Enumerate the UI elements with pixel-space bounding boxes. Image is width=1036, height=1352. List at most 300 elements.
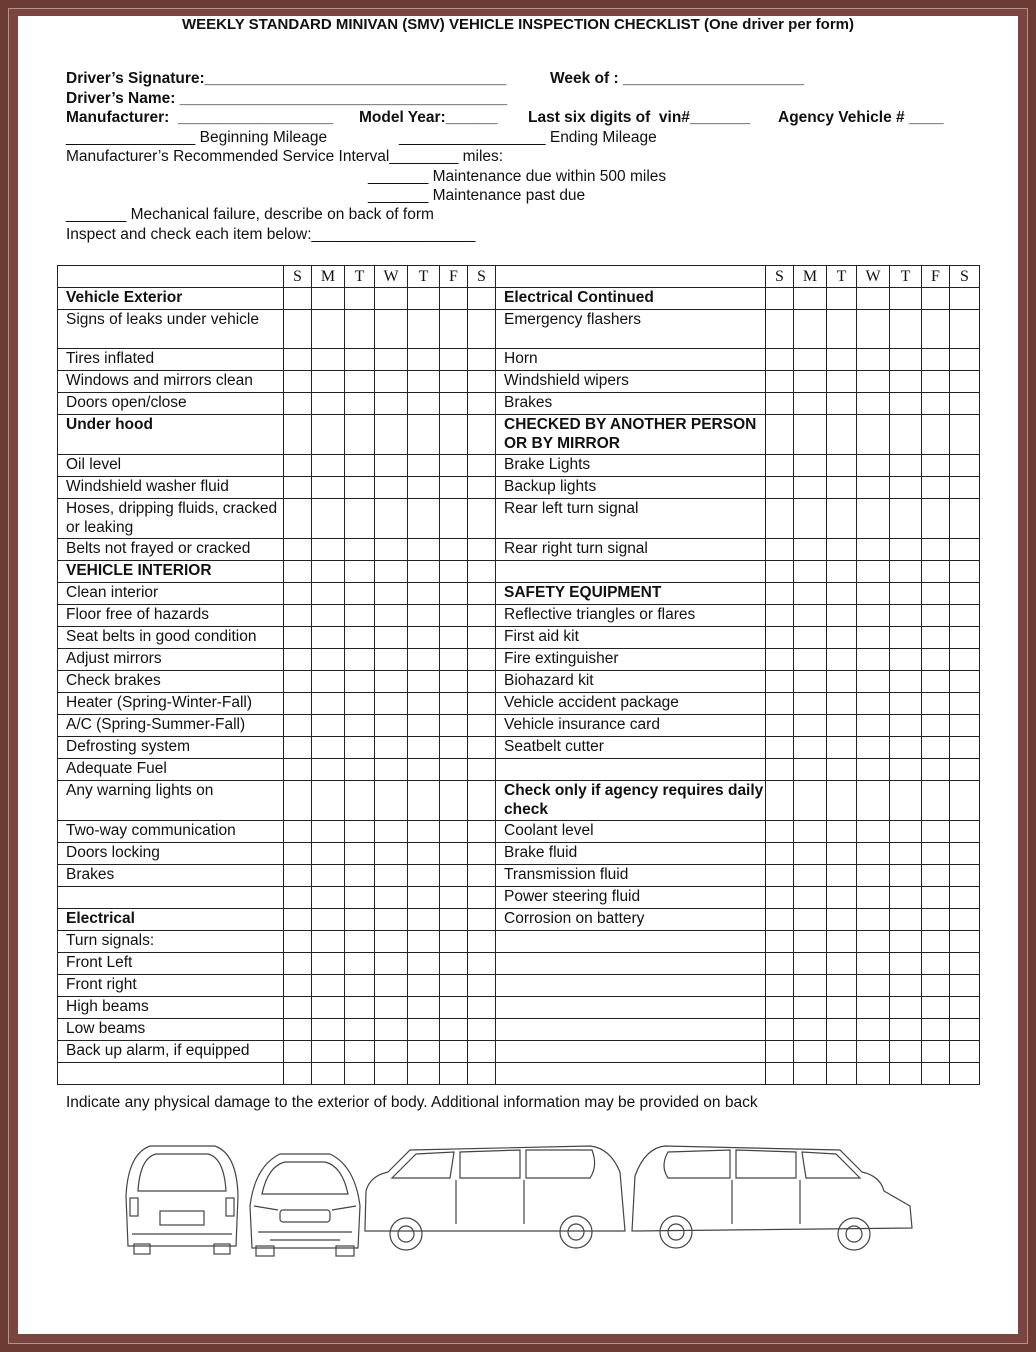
check-box[interactable] [950, 887, 980, 909]
check-box[interactable] [890, 1041, 922, 1063]
check-box[interactable] [345, 865, 375, 887]
check-box[interactable] [766, 865, 794, 887]
check-box[interactable] [284, 393, 312, 415]
check-box[interactable] [922, 627, 950, 649]
check-box[interactable] [345, 349, 375, 371]
check-box[interactable] [794, 561, 827, 583]
check-box[interactable] [794, 583, 827, 605]
check-box[interactable] [766, 671, 794, 693]
check-box[interactable] [857, 349, 890, 371]
check-box[interactable] [345, 781, 375, 821]
check-box[interactable] [922, 1041, 950, 1063]
check-box[interactable] [766, 349, 794, 371]
check-box[interactable] [922, 671, 950, 693]
check-box[interactable] [766, 909, 794, 931]
check-box[interactable] [375, 843, 408, 865]
check-box[interactable] [857, 887, 890, 909]
check-box[interactable] [284, 693, 312, 715]
check-box[interactable] [890, 887, 922, 909]
check-box[interactable] [284, 288, 312, 310]
check-box[interactable] [890, 393, 922, 415]
check-box[interactable] [950, 627, 980, 649]
check-box[interactable] [375, 477, 408, 499]
check-box[interactable] [345, 627, 375, 649]
check-box[interactable] [857, 953, 890, 975]
check-box[interactable] [284, 759, 312, 781]
check-box[interactable] [922, 605, 950, 627]
check-box[interactable] [440, 1041, 468, 1063]
check-box[interactable] [950, 953, 980, 975]
check-box[interactable] [375, 1063, 408, 1085]
check-box[interactable] [827, 953, 857, 975]
check-box[interactable] [345, 737, 375, 759]
check-box[interactable] [857, 737, 890, 759]
check-box[interactable] [440, 887, 468, 909]
check-box[interactable] [857, 1041, 890, 1063]
check-box[interactable] [345, 759, 375, 781]
check-box[interactable] [345, 1019, 375, 1041]
check-box[interactable] [408, 349, 440, 371]
check-box[interactable] [950, 393, 980, 415]
check-box[interactable] [766, 649, 794, 671]
check-box[interactable] [468, 909, 496, 931]
check-box[interactable] [922, 931, 950, 953]
check-box[interactable] [766, 1019, 794, 1041]
check-box[interactable] [312, 477, 345, 499]
check-box[interactable] [312, 583, 345, 605]
check-box[interactable] [922, 865, 950, 887]
check-box[interactable] [440, 499, 468, 539]
check-box[interactable] [375, 953, 408, 975]
check-box[interactable] [794, 997, 827, 1019]
check-box[interactable] [794, 455, 827, 477]
check-box[interactable] [766, 997, 794, 1019]
check-box[interactable] [922, 781, 950, 821]
check-box[interactable] [284, 1019, 312, 1041]
check-box[interactable] [468, 539, 496, 561]
check-box[interactable] [827, 781, 857, 821]
check-box[interactable] [827, 975, 857, 997]
check-box[interactable] [827, 759, 857, 781]
check-box[interactable] [827, 997, 857, 1019]
check-box[interactable] [857, 288, 890, 310]
check-box[interactable] [766, 477, 794, 499]
check-box[interactable] [468, 821, 496, 843]
check-box[interactable] [857, 310, 890, 349]
ending-mileage-field[interactable]: _________________ Ending Mileage [399, 129, 657, 146]
check-box[interactable] [440, 931, 468, 953]
check-box[interactable] [375, 887, 408, 909]
check-box[interactable] [950, 288, 980, 310]
check-box[interactable] [950, 693, 980, 715]
check-box[interactable] [468, 627, 496, 649]
check-box[interactable] [312, 561, 345, 583]
check-box[interactable] [345, 843, 375, 865]
check-box[interactable] [468, 865, 496, 887]
check-box[interactable] [284, 953, 312, 975]
check-box[interactable] [345, 887, 375, 909]
check-box[interactable] [375, 1041, 408, 1063]
check-box[interactable] [950, 975, 980, 997]
check-box[interactable] [468, 499, 496, 539]
check-box[interactable] [890, 583, 922, 605]
check-box[interactable] [857, 455, 890, 477]
check-box[interactable] [857, 499, 890, 539]
check-box[interactable] [312, 975, 345, 997]
check-box[interactable] [468, 583, 496, 605]
check-box[interactable] [408, 737, 440, 759]
model-year-field[interactable]: Model Year:______ [359, 109, 498, 126]
check-box[interactable] [312, 931, 345, 953]
check-box[interactable] [284, 583, 312, 605]
check-box[interactable] [440, 649, 468, 671]
check-box[interactable] [440, 455, 468, 477]
check-box[interactable] [345, 715, 375, 737]
check-box[interactable] [857, 931, 890, 953]
check-box[interactable] [375, 737, 408, 759]
check-box[interactable] [345, 605, 375, 627]
check-box[interactable] [766, 715, 794, 737]
check-box[interactable] [890, 865, 922, 887]
check-box[interactable] [375, 997, 408, 1019]
check-box[interactable] [950, 737, 980, 759]
check-box[interactable] [312, 843, 345, 865]
check-box[interactable] [408, 288, 440, 310]
check-box[interactable] [950, 371, 980, 393]
check-box[interactable] [766, 583, 794, 605]
check-box[interactable] [827, 865, 857, 887]
check-box[interactable] [375, 605, 408, 627]
check-box[interactable] [284, 415, 312, 455]
check-box[interactable] [794, 371, 827, 393]
check-box[interactable] [375, 865, 408, 887]
check-box[interactable] [312, 715, 345, 737]
check-box[interactable] [408, 649, 440, 671]
check-box[interactable] [440, 759, 468, 781]
check-box[interactable] [284, 310, 312, 349]
check-box[interactable] [408, 931, 440, 953]
check-box[interactable] [890, 671, 922, 693]
check-box[interactable] [766, 693, 794, 715]
check-box[interactable] [440, 737, 468, 759]
check-box[interactable] [922, 649, 950, 671]
check-box[interactable] [284, 909, 312, 931]
check-box[interactable] [857, 997, 890, 1019]
check-box[interactable] [345, 393, 375, 415]
check-box[interactable] [284, 1063, 312, 1085]
check-box[interactable] [766, 415, 794, 455]
check-box[interactable] [766, 1063, 794, 1085]
check-box[interactable] [766, 539, 794, 561]
check-box[interactable] [766, 975, 794, 997]
week-of-field[interactable]: Week of : _____________________ [550, 70, 804, 87]
check-box[interactable] [375, 715, 408, 737]
check-box[interactable] [284, 1041, 312, 1063]
check-box[interactable] [794, 865, 827, 887]
check-box[interactable] [284, 477, 312, 499]
check-box[interactable] [468, 759, 496, 781]
check-box[interactable] [284, 455, 312, 477]
check-box[interactable] [468, 715, 496, 737]
check-box[interactable] [922, 477, 950, 499]
check-box[interactable] [345, 415, 375, 455]
check-box[interactable] [950, 477, 980, 499]
check-box[interactable] [794, 1019, 827, 1041]
check-box[interactable] [375, 539, 408, 561]
check-box[interactable] [408, 843, 440, 865]
check-box[interactable] [950, 1063, 980, 1085]
check-box[interactable] [890, 759, 922, 781]
check-box[interactable] [312, 671, 345, 693]
check-box[interactable] [857, 975, 890, 997]
check-box[interactable] [375, 671, 408, 693]
check-box[interactable] [857, 561, 890, 583]
check-box[interactable] [468, 953, 496, 975]
check-box[interactable] [827, 693, 857, 715]
check-box[interactable] [766, 1041, 794, 1063]
check-box[interactable] [345, 671, 375, 693]
check-box[interactable] [766, 737, 794, 759]
check-box[interactable] [922, 499, 950, 539]
check-box[interactable] [284, 349, 312, 371]
beginning-mileage-field[interactable]: _______________ Beginning Mileage [66, 129, 328, 146]
check-box[interactable] [408, 393, 440, 415]
check-box[interactable] [922, 415, 950, 455]
check-box[interactable] [468, 371, 496, 393]
mechanical-failure-field[interactable]: _______ Mechanical failure, describe on back of form [66, 206, 434, 223]
check-box[interactable] [375, 693, 408, 715]
check-box[interactable] [284, 781, 312, 821]
check-box[interactable] [857, 759, 890, 781]
check-box[interactable] [375, 561, 408, 583]
check-box[interactable] [468, 975, 496, 997]
check-box[interactable] [375, 821, 408, 843]
check-box[interactable] [440, 693, 468, 715]
check-box[interactable] [950, 649, 980, 671]
check-box[interactable] [312, 865, 345, 887]
check-box[interactable] [440, 371, 468, 393]
check-box[interactable] [950, 1019, 980, 1041]
check-box[interactable] [794, 671, 827, 693]
check-box[interactable] [375, 781, 408, 821]
check-box[interactable] [375, 627, 408, 649]
check-box[interactable] [408, 781, 440, 821]
check-box[interactable] [857, 605, 890, 627]
check-box[interactable] [890, 349, 922, 371]
check-box[interactable] [827, 561, 857, 583]
check-box[interactable] [827, 843, 857, 865]
check-box[interactable] [827, 737, 857, 759]
check-box[interactable] [950, 821, 980, 843]
check-box[interactable] [284, 649, 312, 671]
check-box[interactable] [345, 455, 375, 477]
check-box[interactable] [312, 887, 345, 909]
check-box[interactable] [794, 887, 827, 909]
check-box[interactable] [284, 737, 312, 759]
check-box[interactable] [440, 865, 468, 887]
check-box[interactable] [284, 627, 312, 649]
check-box[interactable] [468, 781, 496, 821]
check-box[interactable] [922, 737, 950, 759]
check-box[interactable] [950, 781, 980, 821]
check-box[interactable] [345, 561, 375, 583]
check-box[interactable] [890, 737, 922, 759]
check-box[interactable] [922, 975, 950, 997]
check-box[interactable] [827, 477, 857, 499]
check-box[interactable] [312, 310, 345, 349]
check-box[interactable] [794, 759, 827, 781]
check-box[interactable] [375, 649, 408, 671]
check-box[interactable] [794, 737, 827, 759]
check-box[interactable] [794, 931, 827, 953]
check-box[interactable] [890, 931, 922, 953]
check-box[interactable] [312, 288, 345, 310]
check-box[interactable] [950, 909, 980, 931]
check-box[interactable] [827, 821, 857, 843]
check-box[interactable] [375, 975, 408, 997]
check-box[interactable] [890, 455, 922, 477]
check-box[interactable] [284, 931, 312, 953]
check-box[interactable] [890, 997, 922, 1019]
check-box[interactable] [468, 477, 496, 499]
check-box[interactable] [827, 288, 857, 310]
check-box[interactable] [312, 393, 345, 415]
check-box[interactable] [408, 671, 440, 693]
check-box[interactable] [857, 781, 890, 821]
check-box[interactable] [827, 499, 857, 539]
check-box[interactable] [375, 909, 408, 931]
check-box[interactable] [468, 671, 496, 693]
check-box[interactable] [284, 605, 312, 627]
check-box[interactable] [408, 477, 440, 499]
check-box[interactable] [345, 909, 375, 931]
check-box[interactable] [375, 415, 408, 455]
check-box[interactable] [827, 627, 857, 649]
check-box[interactable] [766, 931, 794, 953]
check-box[interactable] [312, 781, 345, 821]
check-box[interactable] [922, 759, 950, 781]
check-box[interactable] [794, 288, 827, 310]
check-box[interactable] [827, 539, 857, 561]
check-box[interactable] [468, 415, 496, 455]
check-box[interactable] [922, 583, 950, 605]
check-box[interactable] [922, 953, 950, 975]
check-box[interactable] [440, 393, 468, 415]
check-box[interactable] [950, 931, 980, 953]
check-box[interactable] [857, 1063, 890, 1085]
check-box[interactable] [766, 759, 794, 781]
check-box[interactable] [766, 821, 794, 843]
check-box[interactable] [312, 349, 345, 371]
check-box[interactable] [890, 561, 922, 583]
check-box[interactable] [468, 349, 496, 371]
check-box[interactable] [408, 693, 440, 715]
check-box[interactable] [766, 605, 794, 627]
check-box[interactable] [440, 415, 468, 455]
check-box[interactable] [284, 561, 312, 583]
check-box[interactable] [375, 288, 408, 310]
check-box[interactable] [890, 539, 922, 561]
check-box[interactable] [827, 310, 857, 349]
check-box[interactable] [794, 349, 827, 371]
check-box[interactable] [312, 499, 345, 539]
check-box[interactable] [345, 1041, 375, 1063]
check-box[interactable] [827, 715, 857, 737]
check-box[interactable] [857, 477, 890, 499]
check-box[interactable] [827, 455, 857, 477]
check-box[interactable] [408, 455, 440, 477]
check-box[interactable] [950, 865, 980, 887]
check-box[interactable] [468, 605, 496, 627]
check-box[interactable] [312, 455, 345, 477]
check-box[interactable] [890, 627, 922, 649]
check-box[interactable] [345, 975, 375, 997]
check-box[interactable] [794, 310, 827, 349]
check-box[interactable] [827, 1019, 857, 1041]
check-box[interactable] [890, 781, 922, 821]
check-box[interactable] [284, 865, 312, 887]
check-box[interactable] [468, 393, 496, 415]
check-box[interactable] [950, 499, 980, 539]
drivers-signature-field[interactable]: Driver’s Signature:___________________________________ [66, 70, 507, 87]
check-box[interactable] [284, 371, 312, 393]
check-box[interactable] [950, 759, 980, 781]
check-box[interactable] [922, 1019, 950, 1041]
check-box[interactable] [408, 953, 440, 975]
check-box[interactable] [408, 997, 440, 1019]
check-box[interactable] [890, 649, 922, 671]
check-box[interactable] [345, 953, 375, 975]
check-box[interactable] [312, 693, 345, 715]
check-box[interactable] [468, 649, 496, 671]
check-box[interactable] [375, 393, 408, 415]
check-box[interactable] [890, 953, 922, 975]
check-box[interactable] [794, 393, 827, 415]
check-box[interactable] [857, 415, 890, 455]
check-box[interactable] [345, 649, 375, 671]
check-box[interactable] [312, 1063, 345, 1085]
check-box[interactable] [766, 953, 794, 975]
check-box[interactable] [284, 539, 312, 561]
check-box[interactable] [794, 975, 827, 997]
check-box[interactable] [857, 865, 890, 887]
check-box[interactable] [857, 843, 890, 865]
check-box[interactable] [440, 310, 468, 349]
check-box[interactable] [312, 605, 345, 627]
check-box[interactable] [284, 997, 312, 1019]
check-box[interactable] [312, 649, 345, 671]
check-box[interactable] [408, 539, 440, 561]
check-box[interactable] [794, 693, 827, 715]
check-box[interactable] [375, 499, 408, 539]
check-box[interactable] [345, 583, 375, 605]
check-box[interactable] [794, 909, 827, 931]
check-box[interactable] [922, 393, 950, 415]
check-box[interactable] [827, 1041, 857, 1063]
check-box[interactable] [440, 821, 468, 843]
check-box[interactable] [794, 477, 827, 499]
check-box[interactable] [440, 781, 468, 821]
check-box[interactable] [794, 605, 827, 627]
check-box[interactable] [890, 371, 922, 393]
check-box[interactable] [375, 455, 408, 477]
check-box[interactable] [766, 887, 794, 909]
check-box[interactable] [345, 1063, 375, 1085]
check-box[interactable] [827, 349, 857, 371]
check-box[interactable] [312, 627, 345, 649]
check-box[interactable] [375, 583, 408, 605]
check-box[interactable] [312, 909, 345, 931]
